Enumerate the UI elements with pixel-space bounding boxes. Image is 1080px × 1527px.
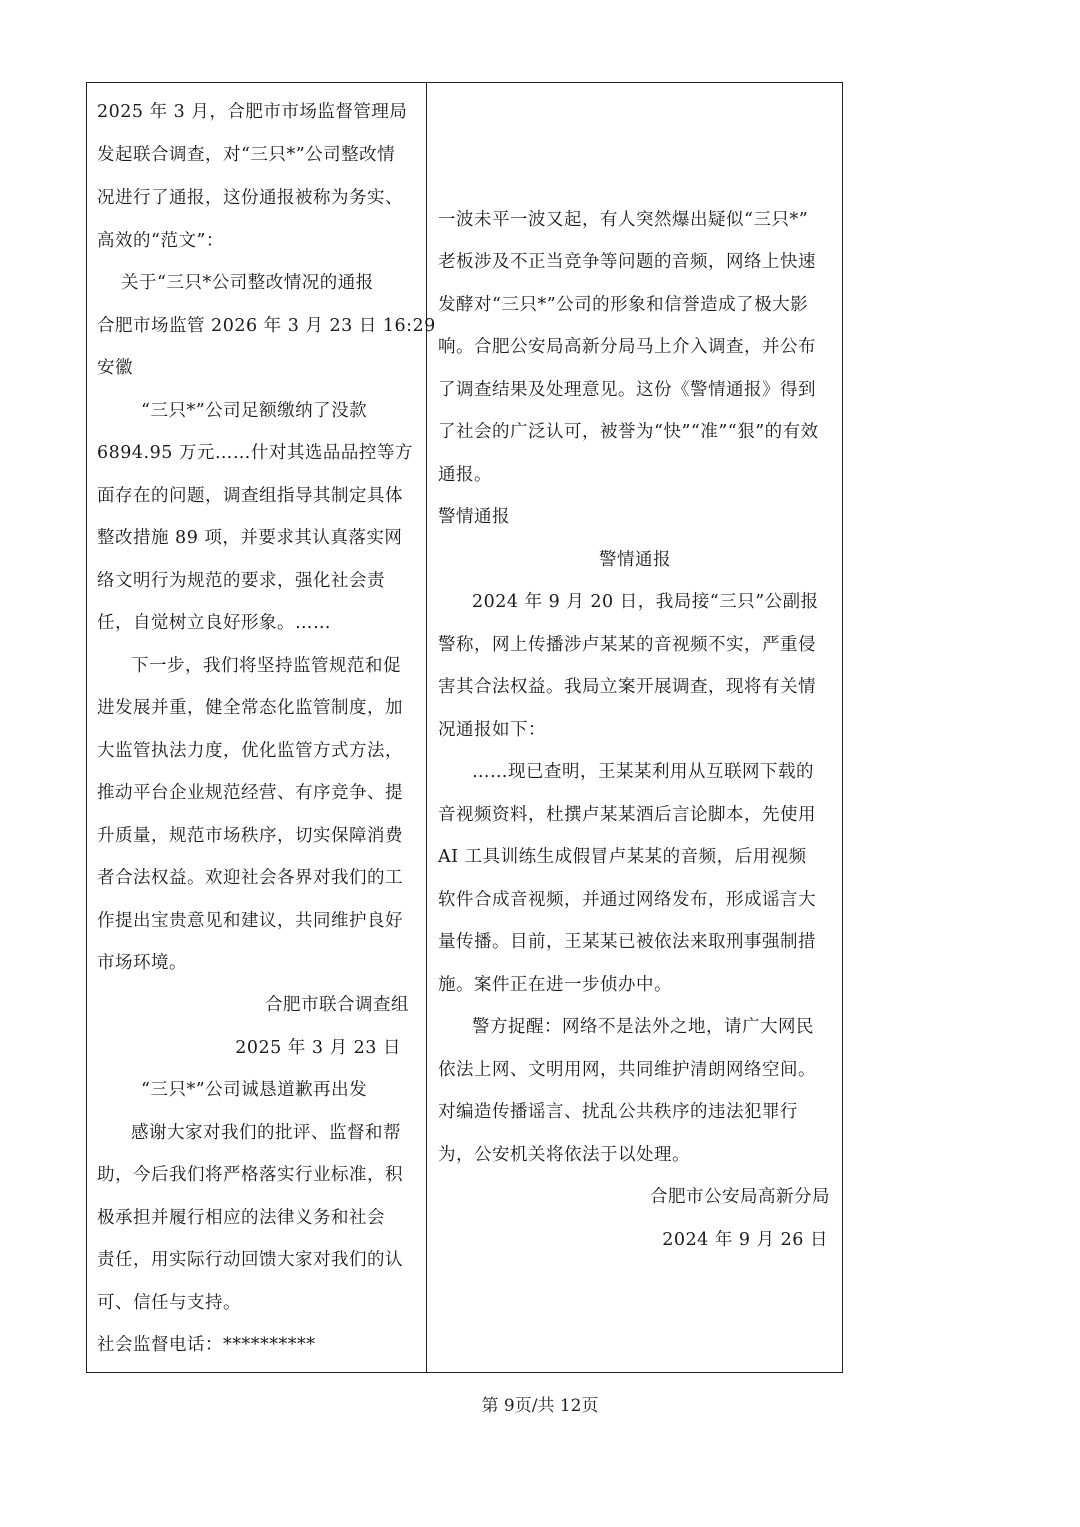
report-body-line: 对编造传播谣言、扰乱公共秩序的违法犯罪行 [438,1102,798,1122]
notice-body-line: 推动平台企业规范经营、有序竞争、提 [97,783,403,803]
notice-body-line: 6894.95 万元……什对其选品品控等方 [97,443,413,463]
apology-body-line: 助，今后我们将严格落实行业标准，积 [97,1165,403,1185]
right-intro-line: 响。合肥公安局高新分局马上介入调查，并公布 [438,337,816,357]
notice-body-line: 作提出宝贵意见和建议，共同维护良好 [97,911,403,931]
page-number: 第 9页/共 12页 [481,1396,599,1416]
left-intro-line: 高效的“范文”： [97,231,224,251]
right-intro-line: 通报。 [438,465,492,485]
report-body-line: ……现已查明，王某某利用从互联网下载的 [472,762,814,782]
notice-meta: 合肥市场监管 2026 年 3 月 23 日 16:29 [97,316,436,336]
notice-body-line: 大监管执法力度，优化监管方式方法， [97,741,403,761]
report-body-line: 量传播。目前，王某某已被依法来取刑事强制措 [438,932,816,952]
report-body-line: 依法上网、文明用网，共同维护清朗网络空间。 [438,1060,816,1080]
report-signature: 合肥市公安局高新分局 [650,1187,830,1207]
notice-title: 关于“三只*公司整改情况的通报 [121,273,374,293]
apology-body-line: 感谢大家对我们的批评、监督和帮 [131,1123,401,1143]
report-date: 2024 年 9 月 26 日 [662,1230,828,1250]
report-body-line: 警方捉醒：网络不是法外之地，请广大网民 [472,1017,814,1037]
notice-body-line: 升质量，规范市场秩序，切实保障消费 [97,826,403,846]
left-intro-line: 况进行了通报，这份通报被称为务实、 [97,188,403,208]
report-body-line: 警称，网上传播涉卢某某的音视频不实，严重侵 [438,635,816,655]
apology-title: “三只*”公司诚恳道歉再出发 [141,1080,368,1100]
report-body-line: 2024 年 9 月 20 日，我局接“三只”公副报 [472,592,819,612]
right-intro-line: 了调查结果及处理意见。这份《警情通报》得到 [438,380,816,400]
right-intro-line: 老板涉及不正当竞争等问题的音频，网络上快速 [438,252,816,272]
apology-body-line: 极承担并履行相应的法律义务和社会 [97,1208,385,1228]
hotline: 社会监督电话：********** [97,1335,316,1355]
report-body-line: 害其合法权益。我局立案开展调查，现将有关情 [438,677,816,697]
apology-body-line: 责任，用实际行动回馈大家对我们的认 [97,1250,403,1270]
notice-body-line: 下一步，我们将坚持监管规范和促 [131,656,401,676]
right-intro-line: 发酵对“三只*”公司的形象和信誉造成了极大影 [438,295,809,315]
report-body-line: 施。案件正在进一步侦办中。 [438,975,672,995]
notice-body-line: “三只*”公司足额缴纳了没款 [141,401,368,421]
apology-body-line: 可、信任与支持。 [97,1293,241,1313]
report-body-line: AI 工具训练生成假冒卢某某的音频，后用视频 [438,847,807,867]
notice-body-line: 任，自觉树立良好形象。…… [97,613,331,633]
right-intro-line: 一波未平一波又起，有人突然爆出疑似“三只*” [438,210,809,230]
notice-signature: 合肥市联合调查组 [265,995,409,1015]
report-body-line: 软件合成音视频，并通过网络发布，形成谣言大 [438,890,816,910]
report-body-line: 况通报如下： [438,720,546,740]
left-intro-line: 2025 年 3 月，合肥市市场监督管理局 [97,102,408,122]
document-table [86,82,843,1373]
notice-body-line: 整改措施 89 项，并要求其认真落实网 [97,528,403,548]
report-body-line: 为，公安机关将依法于以处理。 [438,1145,690,1165]
column-divider [426,83,427,1372]
notice-body-line: 者合法权益。欢迎社会各界对我们的工 [97,868,403,888]
notice-meta-location: 安徽 [97,358,133,378]
notice-body-line: 进发展并重，健全常态化监管制度，加 [97,698,403,718]
section-label: 警情通报 [438,507,510,527]
notice-date: 2025 年 3 月 23 日 [235,1038,401,1058]
notice-body-line: 面存在的问题，调查组指导其制定具体 [97,486,403,506]
notice-body-line: 市场环境。 [97,953,187,973]
right-intro-line: 了社会的广泛认可，被誉为“快”“准”“狠”的有效 [438,422,819,442]
left-intro-line: 发起联合调查，对“三只*”公司整改情 [97,145,396,165]
report-title: 警情通报 [599,550,671,570]
notice-body-line: 络文明行为规范的要求，强化社会责 [97,571,385,591]
report-body-line: 音视频资料，杜撰卢某某酒后言论脚本，先使用 [438,805,816,825]
